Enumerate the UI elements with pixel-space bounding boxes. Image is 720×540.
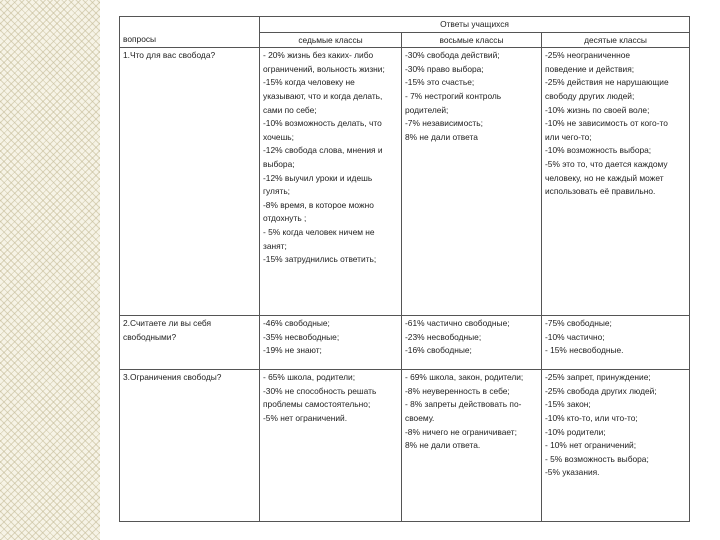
answer-line: использовать её правильно.: [545, 186, 656, 197]
grade8-answers: [402, 370, 542, 522]
answer-line: человеку, но не каждый может: [545, 172, 664, 183]
answer-line: -30% право выбора;: [405, 63, 484, 74]
question-cell: [120, 316, 260, 370]
answer-line: -16% свободные;: [405, 345, 472, 356]
answer-line: -15% когда человеку не: [263, 77, 355, 88]
decorative-pattern-strip: [0, 0, 100, 540]
answer-line: -12% свобода слова, мнения и: [263, 145, 383, 156]
answer-line: -8% неуверенность в себе;: [405, 385, 510, 396]
questions-header: вопросы: [120, 17, 260, 48]
answer-line: родителей;: [405, 104, 449, 115]
answer-line: 8% не дали ответа: [405, 131, 478, 142]
question-text: 1.Что для вас свобода?: [123, 50, 216, 61]
table-row: [120, 48, 690, 316]
answer-line: -10% родители;: [545, 426, 606, 437]
question-text: 3.Ограничения свободы?: [123, 372, 222, 383]
question-cell: [120, 48, 260, 316]
answer-line: -61% частично свободные;: [405, 318, 510, 329]
answer-line: хочешь;: [263, 131, 294, 142]
answer-line: -25% запрет, принуждение;: [545, 372, 651, 383]
grade10-header: десятые классы: [542, 32, 690, 48]
answer-line: -5% нет ограничений.: [263, 412, 348, 423]
answer-line: -30% не способность решать: [263, 385, 377, 396]
answer-line: занят;: [263, 240, 287, 251]
answer-line: своему.: [405, 412, 435, 423]
answer-line: - 20% жизнь без каких- либо: [263, 50, 374, 61]
answer-line: -10% жизнь по своей воле;: [545, 104, 650, 115]
answer-line: -8% время, в которое можно: [263, 199, 374, 210]
answer-line: поведение и действия;: [545, 63, 635, 74]
slide: [100, 0, 720, 540]
grade7-answers: [260, 316, 402, 370]
grade7-answers: [260, 48, 402, 316]
answer-line: -15% это счастье;: [405, 77, 475, 88]
grade10-answers: [542, 316, 690, 370]
answer-line: -10% частично;: [545, 331, 605, 342]
answer-line: выбора;: [263, 158, 295, 169]
answer-line: -46% свободные;: [263, 318, 330, 329]
answer-line: -75% свободные;: [545, 318, 612, 329]
grade8-answers: [402, 316, 542, 370]
answer-line: - 10% нет ограничений;: [545, 440, 637, 451]
answer-line: -10% возможность выбора;: [545, 145, 652, 156]
answer-line: -10% возможность делать, что: [263, 118, 382, 129]
answer-line: -7% независимость;: [405, 118, 483, 129]
answer-line: -10% не зависимость от кого-то: [545, 118, 668, 129]
answer-line: -12% выучил уроки и идешь: [263, 172, 373, 183]
answer-line: -15% закон;: [545, 399, 591, 410]
table-row: [120, 316, 690, 370]
grade8-answers: [402, 48, 542, 316]
answer-line: проблемы самостоятельно;: [263, 399, 371, 410]
answer-line: -5% указания.: [545, 467, 600, 478]
answer-line: - 15% несвободные.: [545, 345, 624, 356]
survey-table: [119, 16, 690, 522]
answer-line: -10% кто-то, или что-то;: [545, 412, 638, 423]
grade7-header: седьмые классы: [260, 32, 402, 48]
grade8-header: восьмые классы: [402, 32, 542, 48]
answer-line: -23% несвободные;: [405, 331, 482, 342]
answer-line: -25% неограниченное: [545, 50, 631, 61]
answer-line: -30% свобода действий;: [405, 50, 500, 61]
answer-line: или чего-то;: [545, 131, 592, 142]
answer-line: - 8% запреты действовать по-: [405, 399, 522, 410]
answer-line: -25% действия не нарушающие: [545, 77, 669, 88]
answer-line: - 69% школа, закон, родители;: [405, 372, 524, 383]
answer-line: -15% затруднились ответить;: [263, 254, 377, 265]
answer-line: - 5% возможность выбора;: [545, 453, 649, 464]
question-text: 2.Считаете ли вы себя свободными?: [123, 318, 212, 342]
header-row-top: [120, 17, 690, 33]
answer-line: сами по себе;: [263, 104, 317, 115]
answer-line: указывают, что и когда делать,: [263, 90, 383, 101]
grade10-answers: [542, 370, 690, 522]
answer-line: - 65% школа, родители;: [263, 372, 356, 383]
answer-line: свободу других людей;: [545, 90, 635, 101]
table-row: [120, 370, 690, 522]
answers-header: Ответы учащихся: [260, 17, 690, 33]
answer-line: -5% это то, что дается каждому: [545, 158, 668, 169]
grade7-answers: [260, 370, 402, 522]
answer-line: - 7% нестрогий контроль: [405, 90, 502, 101]
answer-line: -25% свобода других людей;: [545, 385, 657, 396]
answer-line: -8% ничего не ограничивает;: [405, 426, 517, 437]
answer-line: -19% не знают;: [263, 345, 322, 356]
answer-line: ограничений, вольность жизни;: [263, 63, 385, 74]
answer-line: 8% не дали ответа.: [405, 440, 481, 451]
answer-line: -35% несвободные;: [263, 331, 340, 342]
answer-line: гулять;: [263, 186, 291, 197]
answer-line: отдохнуть ;: [263, 213, 307, 224]
grade10-answers: [542, 48, 690, 316]
question-cell: [120, 370, 260, 522]
answer-line: - 5% когда человек ничем не: [263, 226, 375, 237]
